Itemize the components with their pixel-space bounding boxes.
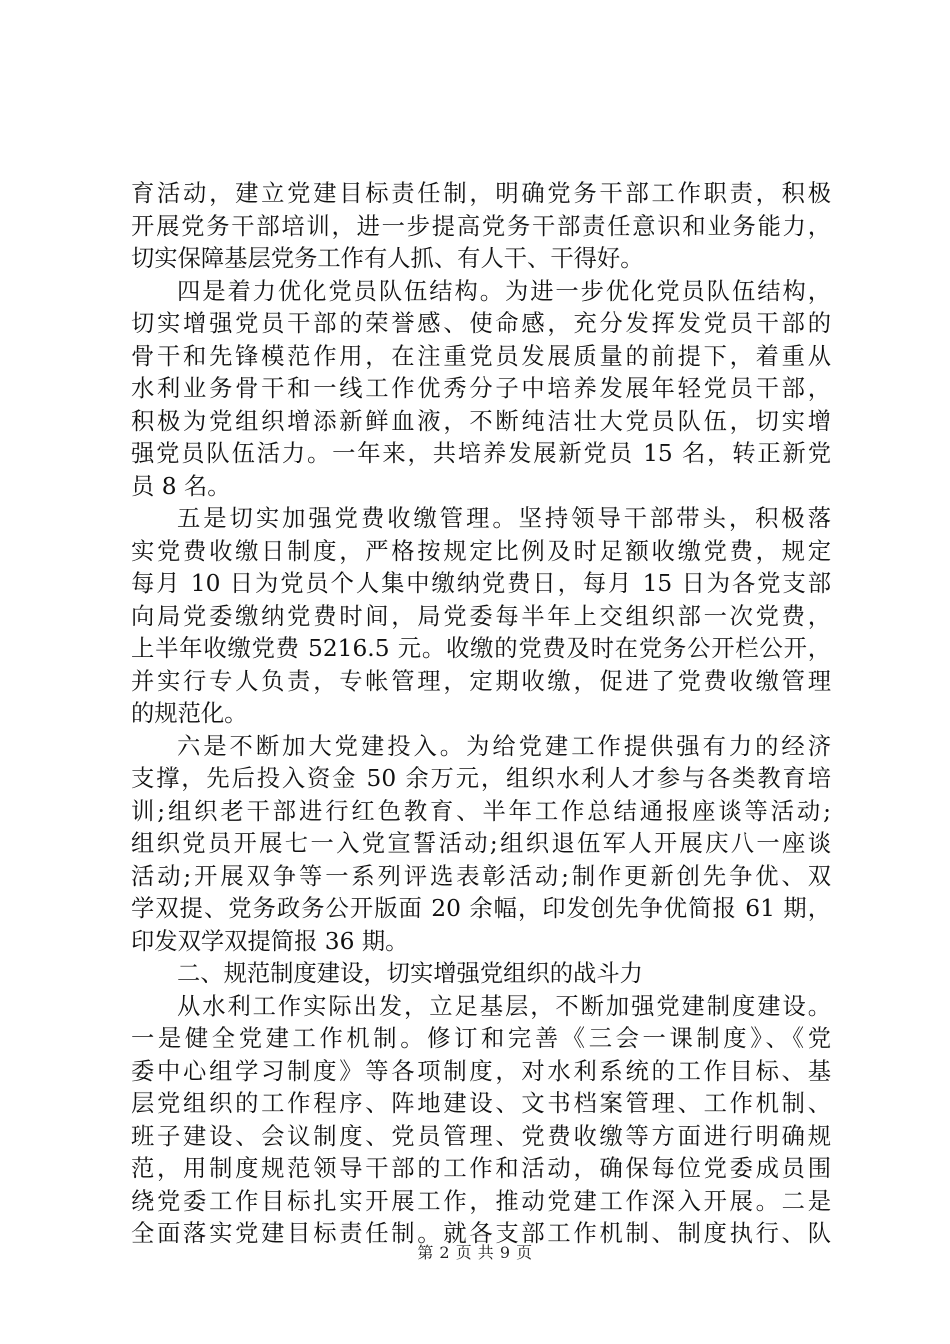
text-line: 委中心组学习制度》等各项制度，对水利系统的工作目标、基 [131, 1057, 831, 1085]
text-line: 全面落实党建目标责任制。就各支部工作机制、制度执行、队 [131, 1220, 831, 1247]
text-line: 印发双学双提简报 36 期。 [131, 927, 409, 955]
text-line: 积极为党组织增添新鲜血液，不断纯洁壮大党员队伍，切实增 [131, 407, 831, 435]
text-line: 开展党务干部培训，进一步提高党务干部责任意识和业务能力， [131, 212, 831, 240]
text-line: 四是着力优化党员队伍结构。为进一步优化党员队伍结构， [177, 277, 831, 305]
text-line: 从水利工作实际出发，立足基层，不断加强党建制度建设。 [177, 992, 831, 1020]
text-line: 并实行专人负责，专帐管理，定期收缴，促进了党费收缴管理 [131, 667, 831, 695]
page-footer: 第 2 页 共 9 页 [417, 1243, 533, 1262]
document-body [131, 178, 831, 1251]
text-line: 强党员队伍活力。一年来，共培养发展新党员 15 名，转正新党 [131, 440, 831, 467]
text-line: 二、规范制度建设，切实增强党组织的战斗力 [177, 960, 643, 987]
text-line: 骨干和先锋模范作用，在注重党员发展质量的前提下，着重从 [131, 342, 831, 370]
text-line: 组织党员开展七一入党宣誓活动;组织退伍军人开展庆八一座谈 [131, 830, 831, 857]
text-line: 绕党委工作目标扎实开展工作，推动党建工作深入开展。二是 [131, 1187, 831, 1215]
text-line: 切实增强党员干部的荣誉感、使命感，充分发挥发党员干部的 [131, 310, 831, 337]
text-line: 的规范化。 [131, 700, 248, 727]
text-line: 切实保障基层党务工作有人抓、有人干、干得好。 [131, 245, 644, 272]
text-line: 员 8 名。 [131, 472, 231, 500]
text-line: 训;组织老干部进行红色教育、半年工作总结通报座谈等活动; [131, 797, 831, 825]
text-line: 六是不断加大党建投入。为给党建工作提供强有力的经济 [177, 732, 831, 760]
text-line: 支撑，先后投入资金 50 余万元，组织水利人才参与各类教育培 [131, 765, 831, 792]
text-line: 班子建设、会议制度、党员管理、党费收缴等方面进行明确规 [131, 1122, 831, 1150]
text-line: 五是切实加强党费收缴管理。坚持领导干部带头，积极落 [177, 505, 831, 532]
text-line: 学双提、党务政务公开版面 20 余幅，印发创先争优简报 61 期， [131, 895, 831, 922]
text-line: 育活动，建立党建目标责任制，明确党务干部工作职责，积极 [131, 180, 831, 207]
text-line: 上半年收缴党费 5216.5 元。收缴的党费及时在党务公开栏公开， [131, 635, 831, 662]
text-line: 层党组织的工作程序、阵地建设、文书档案管理、工作机制、 [131, 1090, 831, 1117]
text-line: 一是健全党建工作机制。修订和完善《三会一课制度》、《党 [131, 1025, 831, 1052]
text-line: 活动;开展双争等一系列评选表彰活动;制作更新创先争优、双 [131, 862, 831, 890]
text-line: 水利业务骨干和一线工作优秀分子中培养发展年轻党员干部， [131, 375, 831, 402]
text-line: 每月 10 日为党员个人集中缴纳党费日，每月 15 日为各党支部 [131, 570, 831, 597]
text-line: 实党费收缴日制度，严格按规定比例及时足额收缴党费，规定 [131, 537, 831, 565]
text-line: 向局党委缴纳党费时间，局党委每半年上交组织部一次党费， [131, 602, 831, 630]
text-line: 范，用制度规范领导干部的工作和活动，确保每位党委成员围 [131, 1155, 831, 1182]
